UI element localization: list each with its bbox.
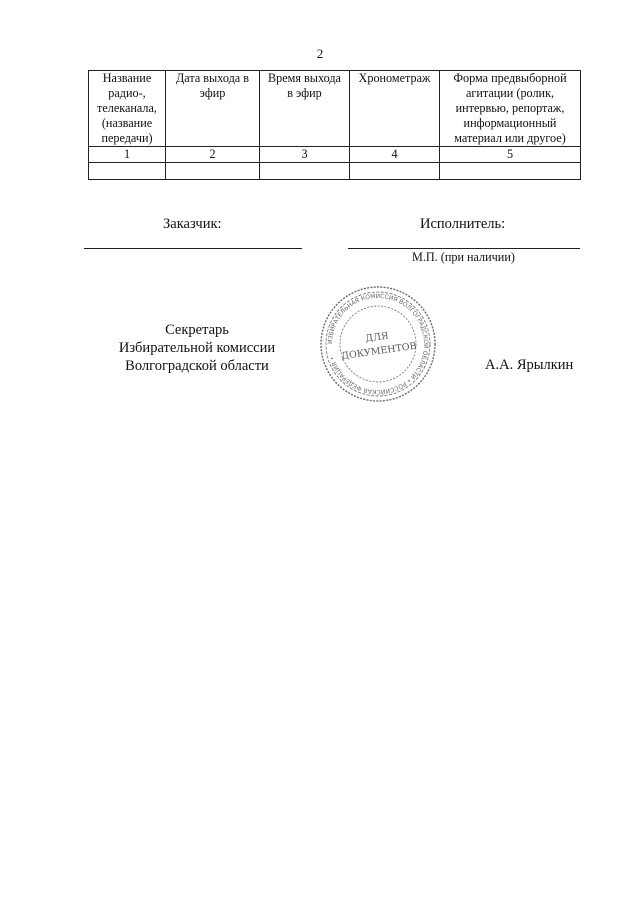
header-channel-name: Название радио-, телеканала, (название передачи) <box>89 71 166 147</box>
column-number: 5 <box>440 147 581 163</box>
header-duration: Хронометраж <box>350 71 440 147</box>
signatory-title-line: Волгоградской области <box>125 358 269 374</box>
official-stamp <box>318 284 438 404</box>
header-agitation-form: Форма предвыборной агитации (ролик, интервью, репортаж, информационный материал или другое) <box>440 71 581 147</box>
header-air-date: Дата выхода в эфир <box>166 71 260 147</box>
broadcast-schedule-table <box>88 70 581 180</box>
stamp-center-line: ДЛЯ <box>364 330 390 345</box>
customer-signature-line <box>84 248 302 249</box>
table-cell <box>260 163 350 180</box>
column-number: 3 <box>260 147 350 163</box>
contractor-label: Исполнитель: <box>420 216 506 232</box>
table-cell <box>89 163 166 180</box>
table-cell <box>350 163 440 180</box>
signatory-title <box>92 321 302 375</box>
table-cell <box>440 163 581 180</box>
header-air-time: Время выхода в эфир <box>260 71 350 147</box>
table-cell <box>166 163 260 180</box>
customer-label: Заказчик: <box>163 216 222 232</box>
stamp-ring-text: ИЗБИРАТЕЛЬНАЯ КОМИССИЯ ВОЛГОГРАДСКОЙ ОБЛАСТИ • РОССИЙСКАЯ ФЕДЕРАЦИЯ • <box>326 292 430 396</box>
signatory-name: А.А. Ярылкин <box>485 357 574 373</box>
signatory-title-line: Избирательной комиссии <box>118 340 276 356</box>
stamp-note: М.П. (при наличии) <box>412 250 515 264</box>
contractor-signature-line <box>348 248 580 249</box>
signatory-title-line: Секретарь <box>165 322 229 338</box>
column-number: 4 <box>350 147 440 163</box>
stamp-center-line: ДОКУМЕНТОВ <box>340 340 418 363</box>
table-empty-row <box>89 163 581 180</box>
table-header-row <box>89 71 581 147</box>
column-number: 2 <box>166 147 260 163</box>
table-numbering-row <box>89 147 581 163</box>
column-number: 1 <box>89 147 166 163</box>
page-number: 2 <box>316 46 324 61</box>
